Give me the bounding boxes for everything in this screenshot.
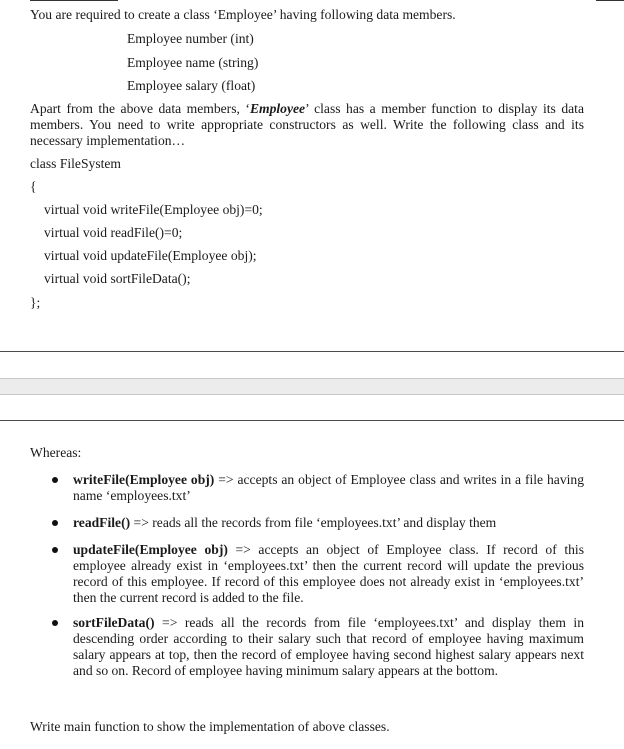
method-updatefile: virtual void updateFile(Employee obj); (44, 248, 257, 263)
member-salary: Employee salary (float) (127, 78, 256, 93)
close-brace: }; (30, 295, 41, 310)
description-paragraph (30, 101, 584, 149)
page-break-band (0, 378, 624, 395)
member-name: Employee name (string) (127, 55, 259, 70)
paragraph-start: Apart from the above data members, ‘ (30, 101, 250, 116)
bullet-readfile (73, 515, 584, 531)
bullet-name: writeFile(Employee obj) (73, 472, 215, 487)
top-rule-left (30, 0, 118, 1)
method-writefile: virtual void writeFile(Employee obj)=0; (44, 202, 263, 217)
method-sortfiledata: virtual void sortFileData(); (44, 271, 191, 286)
bullet-desc: => accepts an object of Employee class and writes in a file having name ‘employees.txt’ (73, 472, 584, 503)
bullet-desc: => reads all the records from file ‘employees.txt’ and display them (130, 515, 497, 530)
bullet-name: updateFile(Employee obj) (73, 542, 228, 557)
paragraph-end: ’ class has a member function to display its data members. You need to write appropriate constructors as well. Write the following class and its necessary implementation… (30, 101, 584, 148)
whereas-label: Whereas: (30, 445, 82, 460)
bullet-desc: => accepts an object of Employee class. If record of this employee already exist in ‘employees.txt’ then the current record will update the previous record of this employee. If record of this employee does not already exist in ‘employees.txt’ then the current record is added to the file. (73, 542, 585, 605)
member-number: Employee number (int) (127, 31, 254, 46)
bullet-sortfiledata (73, 615, 584, 679)
bullet-dot (52, 620, 58, 626)
open-brace: { (30, 179, 37, 194)
bullet-dot (52, 547, 58, 553)
bullet-desc: => reads all the records from file ‘employees.txt’ and display them in descending order according to their salary such that record of employee having maximum salary appears at top, then the record of employee having second highest salary appears next and so on. Record of employee having minimum salary appears at the bottom. (73, 615, 584, 678)
employee-emphasis: Employee (249, 101, 306, 116)
bullet-dot (52, 477, 58, 483)
class-declaration: class FileSystem (30, 156, 122, 171)
top-rule-right (596, 0, 624, 1)
bullet-name: sortFileData() (73, 615, 155, 630)
bullet-dot (52, 520, 58, 526)
intro-text: You are required to create a class ‘Employee’ having following data members. (30, 7, 456, 22)
divider-top (0, 351, 624, 352)
bullet-updatefile (73, 542, 584, 606)
method-readfile: virtual void readFile()=0; (44, 225, 183, 240)
bullet-name: readFile() (73, 515, 131, 530)
closing-text: Write main function to show the implementation of above classes. (30, 719, 390, 734)
divider-bottom (0, 420, 624, 421)
bullet-writefile (73, 472, 584, 504)
